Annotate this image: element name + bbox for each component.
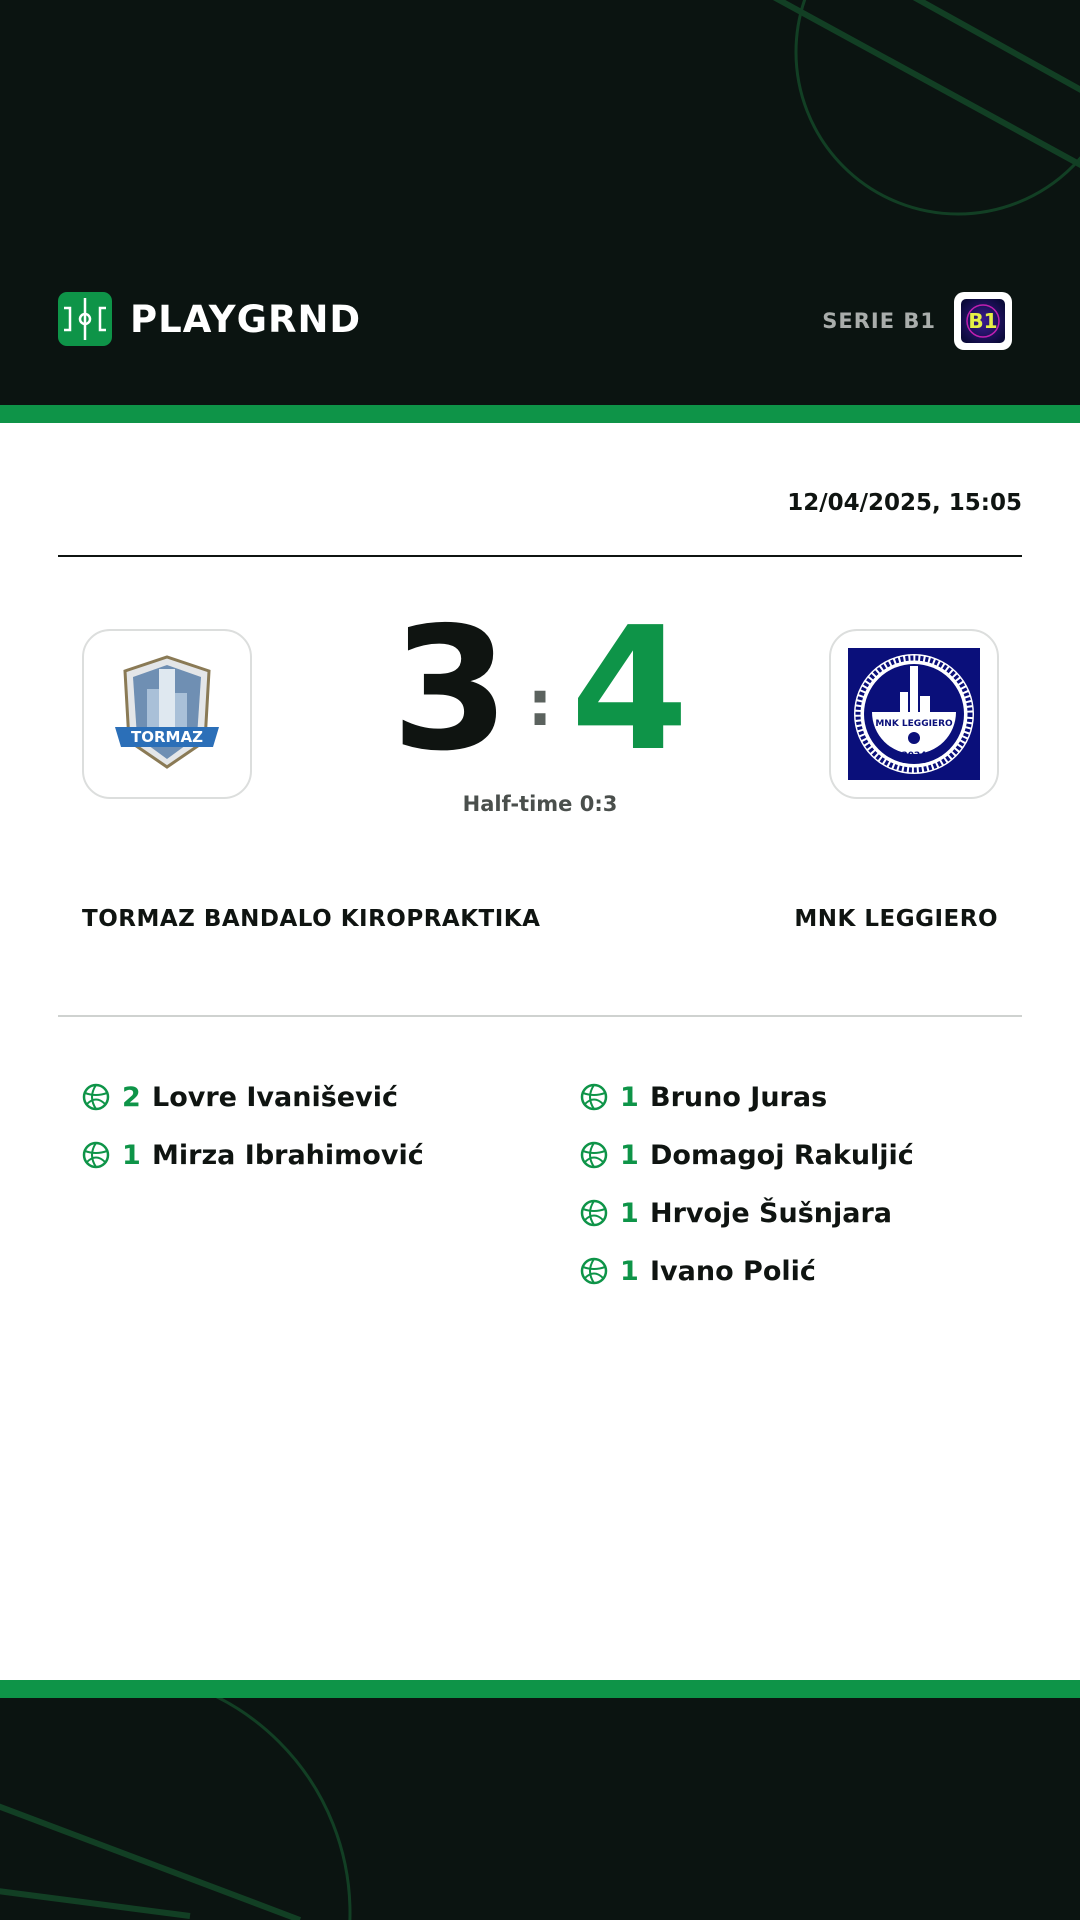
football-icon [580, 1199, 608, 1227]
brand [58, 292, 361, 346]
league-name: SERIE B1 [822, 309, 936, 333]
scorer-name: Mirza Ibrahimović [152, 1139, 424, 1171]
scorer-name: Domagoj Rakuljić [650, 1139, 914, 1171]
away-score: 4 [570, 591, 689, 789]
football-icon [580, 1141, 608, 1169]
scorer-row [580, 1242, 914, 1300]
scorer-goals: 1 [620, 1255, 639, 1287]
svg-text:2024: 2024 [901, 751, 927, 761]
accent-bar-top [0, 405, 1080, 423]
match-datetime: 12/04/2025, 15:05 [787, 490, 1022, 516]
pitch-lines-decoration [0, 1698, 1080, 1920]
brand-name: PLAYGRND [130, 297, 362, 341]
halftime-score: Half-time 0:3 [462, 792, 618, 816]
scorer-goals: 1 [620, 1139, 639, 1171]
pitch-logo-icon [58, 292, 112, 346]
score-separator: : [527, 667, 553, 740]
away-team-name: MNK LEGGIERO [794, 906, 998, 932]
scorer-row [82, 1126, 424, 1184]
scorer-row [82, 1068, 424, 1126]
divider [58, 555, 1022, 557]
league-info [822, 292, 1012, 350]
accent-bar-bottom [0, 1680, 1080, 1698]
scorer-name: Lovre Ivanišević [152, 1081, 398, 1113]
scorer-row [580, 1184, 914, 1242]
footer-banner [0, 1698, 1080, 1920]
football-icon [580, 1083, 608, 1111]
scorer-goals: 1 [620, 1081, 639, 1113]
divider [58, 1015, 1022, 1017]
home-scorers-list [82, 1068, 424, 1184]
scorer-row [580, 1068, 914, 1126]
home-score: 3 [391, 591, 510, 789]
football-icon [580, 1257, 608, 1285]
svg-text:B1: B1 [968, 309, 998, 333]
scorer-name: Ivano Polić [650, 1255, 816, 1287]
home-team-name: TORMAZ BANDALO KIROPRAKTIKA [82, 906, 541, 932]
scorer-goals: 2 [122, 1081, 141, 1113]
scorer-name: Hrvoje Šušnjara [650, 1197, 892, 1229]
svg-text:MNK LEGGIERO: MNK LEGGIERO [875, 719, 953, 729]
svg-text:TORMAZ: TORMAZ [131, 728, 203, 746]
scorer-goals: 1 [620, 1197, 639, 1229]
leggiero-crest-icon [848, 648, 980, 780]
league-badge-icon [954, 292, 1012, 350]
football-icon [82, 1141, 110, 1169]
away-team-crest [829, 629, 999, 799]
header-banner [0, 0, 1080, 405]
scorer-row [580, 1126, 914, 1184]
away-scorers-list [580, 1068, 914, 1300]
football-icon [82, 1083, 110, 1111]
scorer-name: Bruno Juras [650, 1081, 828, 1113]
scorer-goals: 1 [122, 1139, 141, 1171]
